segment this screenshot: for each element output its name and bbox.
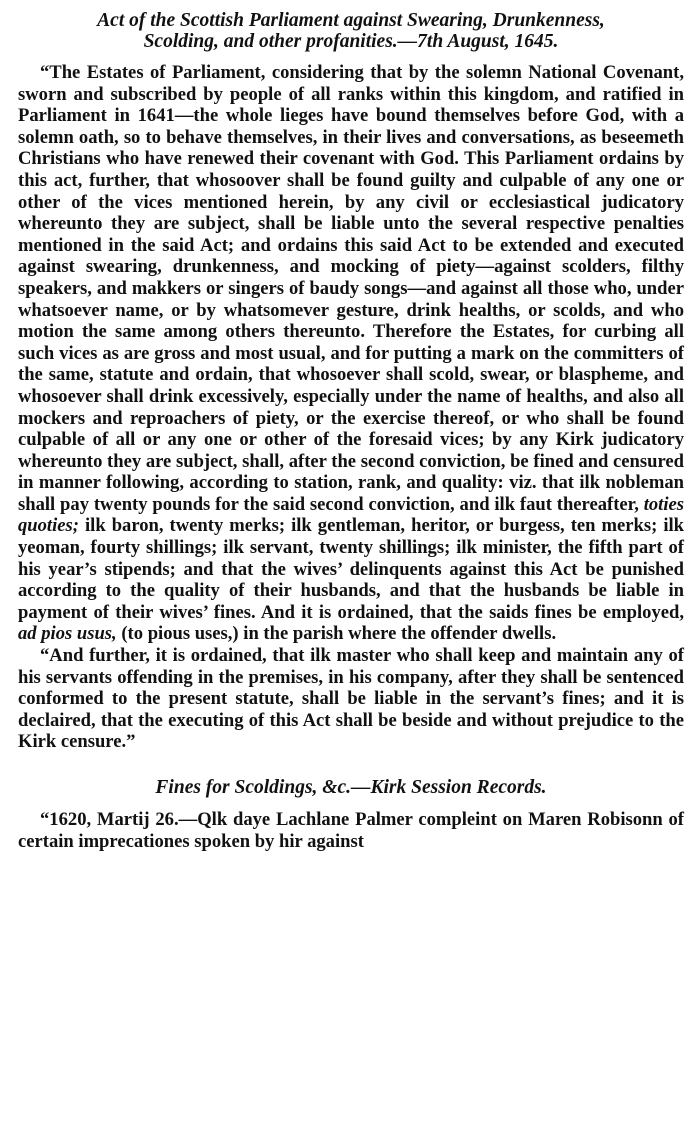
record-paragraph: “1620, Martij 26.—Qlk daye Lachlane Palmer compleint on Maren Robisonn of certain imprecationes spoken by hir against bbox=[18, 809, 684, 852]
act-heading-line-2: Scolding, and other profanities.—7th August, 1645. bbox=[143, 31, 559, 52]
act-heading bbox=[18, 10, 684, 52]
latin-phrase-toties-quoties: toties quoties; bbox=[18, 493, 684, 537]
act-heading-line-1: Act of the Scottish Parliament against Swearing, Drunkenness, bbox=[97, 10, 605, 31]
act-paragraph-1 bbox=[18, 62, 684, 645]
act-paragraph-1-text-b: ilk baron, twenty merks; ilk gentleman, heritor, or burgess, ten merks; ilk yeoman, fourty shillings; ilk servant, twenty shillings; ilk minister, the fifth part of his year’s stipends; and that the wives’ delinquents against this Act be punished according to the quality of their husbands, and that the husbands be liable in payment of their wives’ fines. And it is ordained, that the saids fines be employed, bbox=[18, 515, 684, 623]
act-paragraph-1-text-a: “The Estates of Parliament, considering that by the solemn National Covenant, sworn and subscribed by people of all ranks within this kingdom, and ratified in Parliament in 1641—the whole lieges have bound themselves before God, with a solemn oath, so to behave themselves, in their lives and conversations, as beseemeth Christians who have renewed their covenant with God. This Parliament ordains by this act, further, that whosoover shall be found guilty and culpable of any one or other of the vices mentioned herein, by any civil or ecclesiastical judicatory whereunto they are subject, shall be liable unto the several respective penalties mentioned in the said Act; and ordains this said Act to be extended and executed against swearing, drunkenness, and mocking of piety—against scolders, filthy speakers, and makkers or singers of baudy songs—and against all those who, under whatsoever name, or by whatsomever gesture, drink healths, or scolds, and who motion the same among others thereunto. Therefore the Estates, for curbing all such vices as are gross and most usual, and for putting a mark on the committers of the same, statute and ordain, that whosoever shall scold, swear, or blaspheme, and whosoever shall drink excessively, especially under the name of healths, and also all mockers and reproachers of piety, or the exercise thereof, or who shall be found culpable of all or any one or other of the foresaid vices; by any Kirk judicatory whereunto they are subject, shall, after the second conviction, be fined and censured in manner following, according to station, rank, and quality: viz. that ilk nobleman shall pay twenty pounds for the said second conviction, and ilk faut thereafter, bbox=[18, 62, 684, 515]
act-paragraph-2: “And further, it is ordained, that ilk master who shall keep and maintain any of his servants offending in the premises, in his company, after they shall be sentenced conformed to the present statute, shall be liable in the servant’s fines; and it is declaired, that the executing of this Act shall be beside and without prejudice to the Kirk censure.” bbox=[18, 645, 684, 753]
latin-phrase-ad-pios-usus: ad pios usus, bbox=[18, 623, 117, 645]
section-heading: Fines for Scoldings, &c.—Kirk Session Records. bbox=[155, 777, 547, 798]
act-paragraph-1-text-c: (to pious uses,) in the parish where the offender dwells. bbox=[121, 623, 557, 645]
